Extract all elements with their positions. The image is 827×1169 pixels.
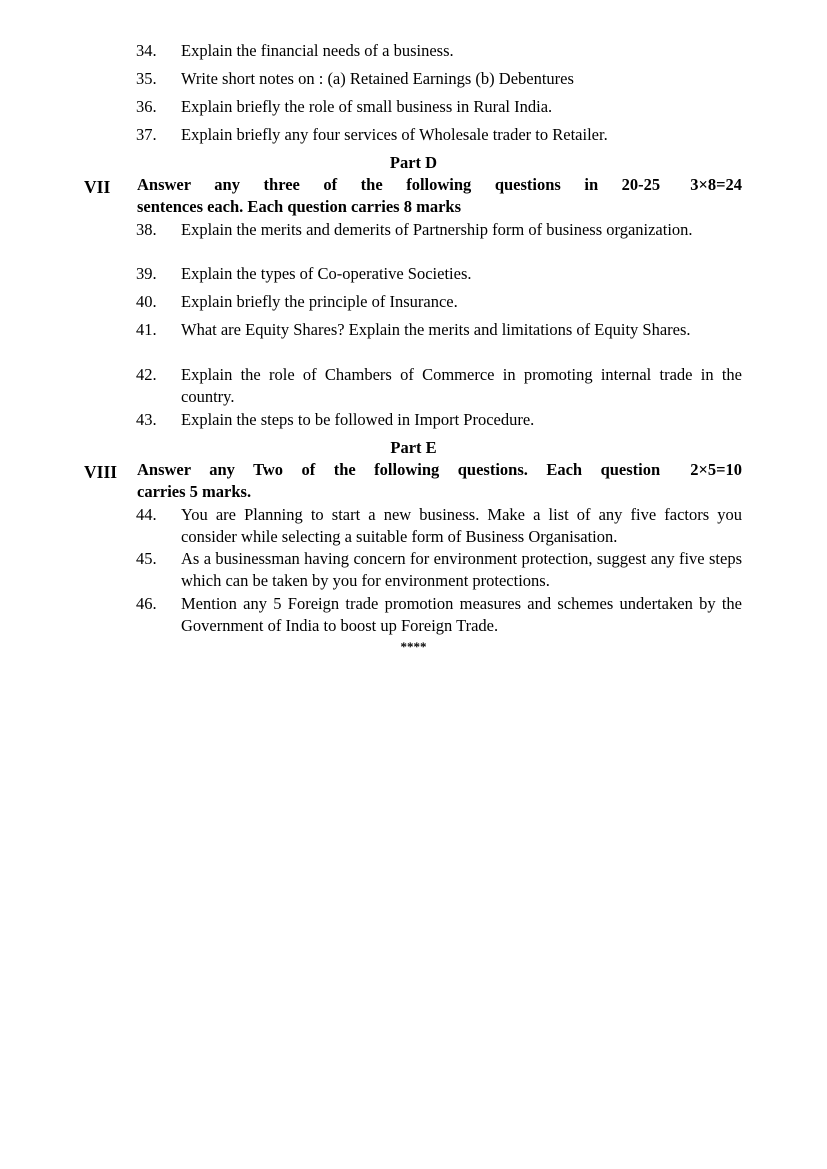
question-number: 46.: [136, 594, 157, 613]
question-text: Explain the types of Co-operative Societies.: [181, 264, 472, 283]
instruction-line-1: Answer any three of the following questions in 20-25: [137, 175, 661, 194]
question-text: Explain briefly the role of small business in Rural India.: [181, 97, 553, 116]
section-vii: [84, 174, 742, 218]
question-number: 37.: [136, 125, 157, 144]
instruction-line-1: Answer any Two of the following questions. Each question: [137, 460, 661, 479]
question-39: [136, 263, 742, 285]
question-text: As a businessman having concern for environment protection, suggest any five steps which can be taken by you for environment protections.: [181, 549, 742, 590]
question-43: [136, 409, 742, 431]
question-text: Explain the financial needs of a business.: [181, 41, 454, 60]
question-text: What are Equity Shares? Explain the merits and limitations of Equity Shares.: [181, 320, 691, 339]
section-instruction: [137, 459, 742, 503]
section-marks: 2×5=10: [690, 460, 742, 479]
question-number: 43.: [136, 410, 157, 429]
question-text: Explain the role of Chambers of Commerce in promoting internal trade in the country.: [181, 365, 742, 406]
question-number: 40.: [136, 292, 157, 311]
question-34: [136, 40, 742, 62]
question-46: [136, 593, 742, 637]
end-of-paper-mark: ****: [400, 639, 427, 654]
section-roman-numeral: VIII: [84, 462, 118, 482]
question-number: 45.: [136, 549, 157, 568]
section-viii: [84, 459, 742, 503]
section-marks: 3×8=24: [690, 175, 742, 194]
question-text: Explain the steps to be followed in Import Procedure.: [181, 410, 535, 429]
question-36: [136, 96, 742, 118]
question-text: Explain briefly the principle of Insurance.: [181, 292, 458, 311]
question-number: 38.: [136, 220, 157, 239]
question-text: Explain briefly any four services of Wholesale trader to Retailer.: [181, 125, 608, 144]
question-37: [136, 124, 742, 146]
instruction-line-2: sentences each. Each question carries 8 marks: [137, 197, 462, 216]
section-roman-numeral: VII: [84, 177, 111, 197]
question-number: 41.: [136, 320, 157, 339]
question-text: Write short notes on : (a) Retained Earnings (b) Debentures: [181, 69, 574, 88]
instruction-line-2: carries 5 marks.: [137, 482, 252, 501]
section-instruction: [137, 174, 742, 218]
question-text: Explain the merits and demerits of Partnership form of business organization.: [181, 220, 693, 239]
question-40: [136, 291, 742, 313]
question-number: 36.: [136, 97, 157, 116]
question-number: 44.: [136, 505, 157, 524]
question-35: [136, 68, 742, 90]
question-text: Mention any 5 Foreign trade promotion measures and schemes undertaken by the Government of India to boost up Foreign Trade.: [181, 594, 742, 635]
question-42: [136, 364, 742, 408]
question-44: [136, 504, 742, 548]
question-number: 39.: [136, 264, 157, 283]
question-number: 42.: [136, 365, 157, 384]
question-41: [136, 319, 742, 341]
part-d-title: Part D: [389, 153, 438, 172]
question-45: [136, 548, 742, 592]
question-number: 35.: [136, 69, 157, 88]
question-38: [136, 219, 742, 241]
question-number: 34.: [136, 41, 157, 60]
question-text: You are Planning to start a new business. Make a list of any five factors you consider while selecting a suitable form of Business Organisation.: [181, 505, 742, 546]
part-e-title: Part E: [390, 438, 437, 457]
